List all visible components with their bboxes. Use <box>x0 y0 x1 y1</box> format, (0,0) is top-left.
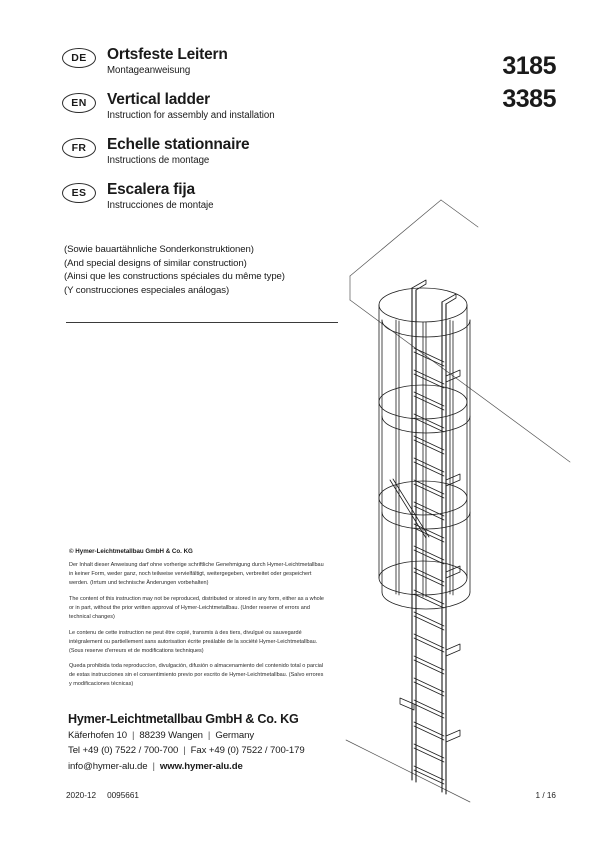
separator-icon: | <box>131 730 135 741</box>
note-line-es: (Y construcciones especiales análogas) <box>64 284 230 296</box>
horizontal-divider <box>66 322 338 323</box>
footer-date: 2020-12 <box>66 791 97 800</box>
model-number-3385: 3385 <box>502 85 556 113</box>
language-block-de <box>62 46 362 78</box>
ladder-rungs-caged <box>414 348 444 674</box>
separator-icon: | <box>152 761 155 772</box>
ladder-drawing-svg <box>338 180 588 810</box>
legal-text-es: Queda prohibida toda reproduccíon, divulgación, difusión o almacenamiento del contenido total o parcial de estas instrucciones sin el consentimiento previo por escrito de Hymer-Leichtmetallbau. (Salvo errores y modificaciones técnicas) <box>69 663 324 688</box>
footer-document-number: 0095661 <box>107 791 139 800</box>
company-country: Germany <box>215 730 255 741</box>
company-address-block <box>68 712 368 772</box>
caged-vertical-ladder-illustration <box>338 180 588 810</box>
title-fr: Echelle stationnaire <box>107 135 250 153</box>
cage-vertical-straps <box>379 305 470 597</box>
language-block-list <box>62 46 362 226</box>
language-text-en <box>107 91 275 123</box>
footer-page-number: 1 / 16 <box>535 791 556 800</box>
model-number-list <box>502 50 556 116</box>
ladder-top-extension <box>412 280 456 304</box>
language-text-de <box>107 46 228 78</box>
legal-text-de: Der Inhalt dieser Anweisung darf ohne vorherige schriftliche Genehmigung durch Hymer-Leichtmetallbau in keiner Form, weder ganz, noch teilweise vervielfältigt, weitergegeben, verbreitet oder gespeichert werden. (Irrtum und technische Änderungen vorbehalten) <box>69 562 324 587</box>
company-address-line <box>68 730 368 741</box>
title-es: Escalera fija <box>107 180 195 198</box>
company-website[interactable]: www.hymer-alu.de <box>159 761 243 772</box>
company-web-line <box>68 761 368 772</box>
company-street: Käferhofen 10 <box>68 730 127 741</box>
company-email[interactable]: info@hymer-alu.de <box>68 761 148 772</box>
language-block-es <box>62 181 362 213</box>
legal-text-en: The content of this instruction may not be reproduced, distributed or stored in any form, either as a whole or in part, without the prior written approval of Hymer-Leichtmetallbau. (Under reserve of errors and technical changes) <box>69 596 324 620</box>
note-line-de: (Sowie bauartähnliche Sonderkonstruktionen) <box>64 244 254 255</box>
company-telephone: Tel +49 (0) 7522 / 700-700 <box>68 745 179 756</box>
company-fax: Fax +49 (0) 7522 / 700-179 <box>190 745 305 756</box>
language-block-fr <box>62 136 362 168</box>
model-number-3185: 3185 <box>502 52 556 80</box>
ground-line <box>346 740 470 802</box>
language-badge-de: DE <box>62 48 96 68</box>
copyright-line: © Hymer-Leichtmetallbau GmbH & Co. KG <box>69 548 193 555</box>
company-city: 88239 Wangen <box>139 730 203 741</box>
cage-hoops <box>379 288 470 609</box>
note-line-en: (And special designs of similar construction) <box>64 257 247 269</box>
subtitle-en: Instruction for assembly and installation <box>107 110 275 122</box>
title-en: Vertical ladder <box>107 90 210 108</box>
note-line-fr: (Ainsi que les constructions spéciales du même type) <box>64 271 285 283</box>
language-badge-fr: FR <box>62 138 96 158</box>
language-badge-es: ES <box>62 183 96 203</box>
separator-icon: | <box>207 730 211 741</box>
special-construction-note <box>64 243 364 297</box>
company-name: Hymer-Leichtmetallbau GmbH & Co. KG <box>68 712 299 726</box>
legal-notice-block <box>69 547 327 696</box>
language-text-fr <box>107 136 249 168</box>
footer-left <box>66 791 139 800</box>
language-block-en <box>62 91 362 123</box>
legal-text-fr: Le contenu de cette instruction ne peut être copié, transmis à des tiers, divulgué ou sauvegardé intégralement ou partiellement sans autorisation écrite preálable de la société Hymer-Leichtmetallbau. (Sous reserve d'erreurs et de modifications techniques) <box>69 629 318 654</box>
subtitle-es: Instrucciones de montaje <box>107 200 214 212</box>
language-badge-en: EN <box>62 93 96 113</box>
company-contact-line <box>68 745 368 756</box>
title-de: Ortsfeste Leitern <box>107 46 228 63</box>
subtitle-de: Montageanweisung <box>107 65 191 77</box>
language-text-es <box>107 181 214 213</box>
subtitle-fr: Instructions de montage <box>107 155 210 167</box>
separator-icon: | <box>183 745 186 756</box>
ladder-rungs-lower <box>414 678 444 784</box>
